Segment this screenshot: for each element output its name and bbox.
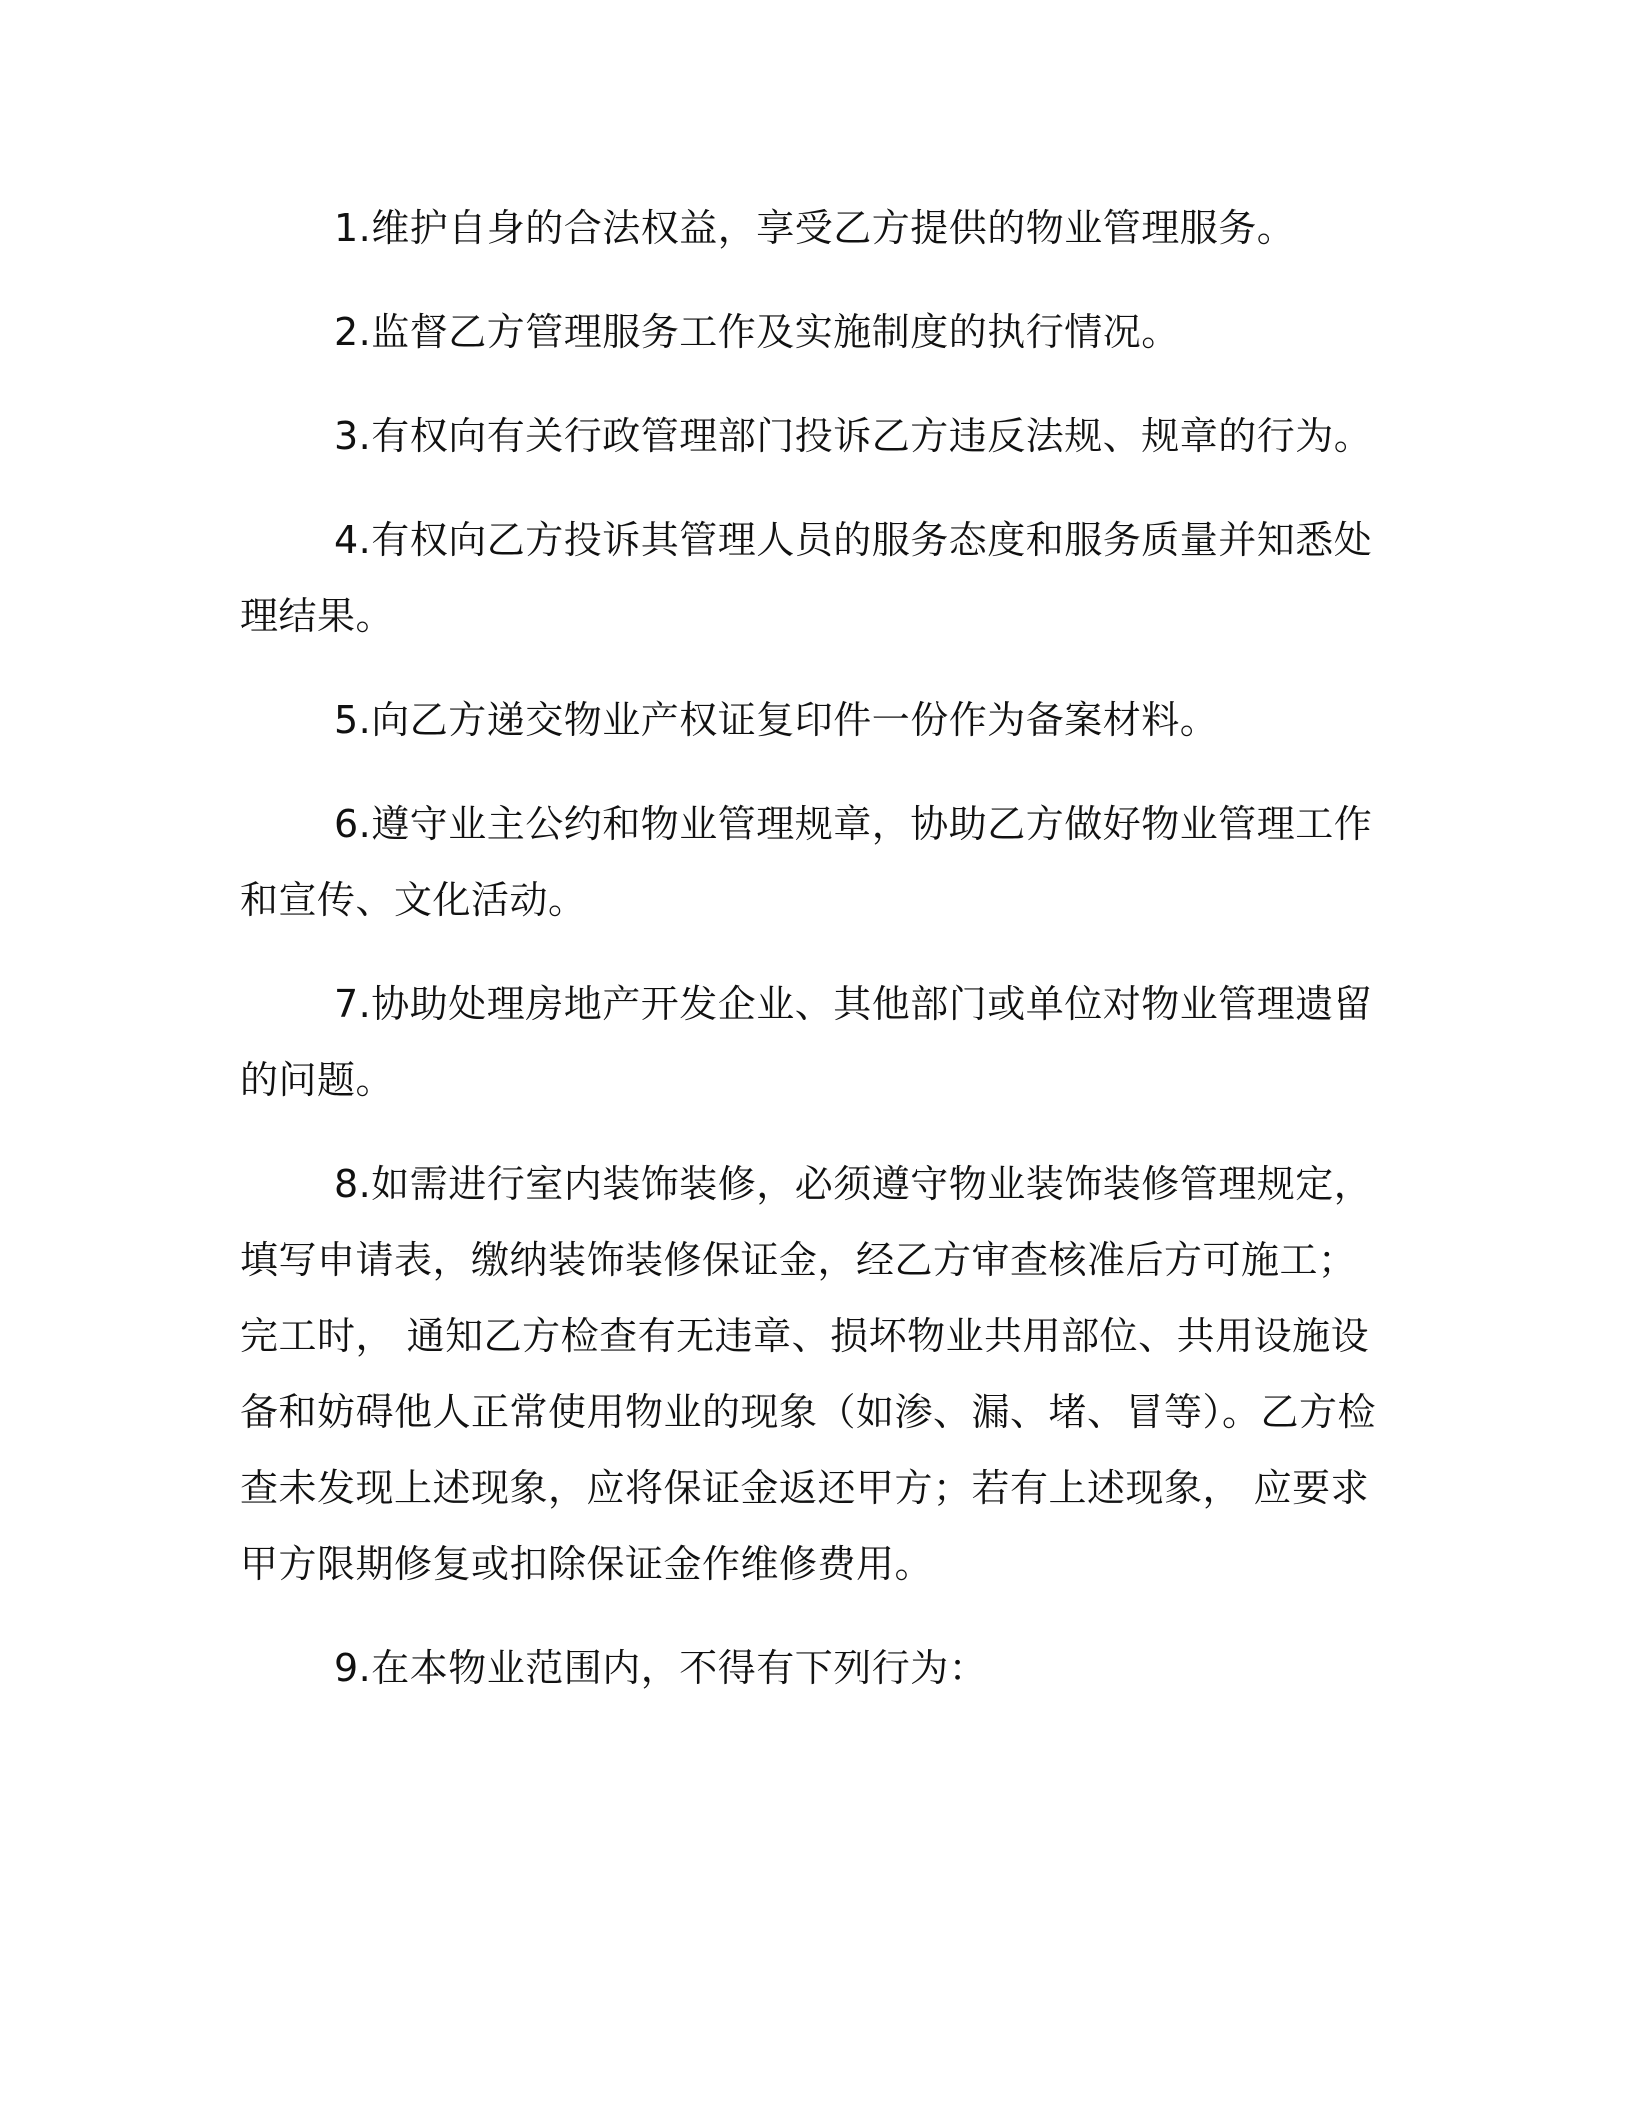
- document-body: [240, 190, 1380, 1734]
- clause-5: 5.向乙方递交物业产权证复印件一份作为备案材料。: [334, 698, 1219, 742]
- clause-8: 8.如需进行室内装饰装修，必须遵守物业装饰装修管理规定，填写申请表，缴纳装饰装修保证金，经乙方审查核准后方可施工；完工时， 通知乙方检查有无违章、损坏物业共用部位、共用设施设备和妨碍他人正常使用物业的现象（如渗、漏、堵、冒等）。乙方检查未发现上述现象，应将保证金返还甲方；若有上述现象， 应要求甲方限期修复或扣除保证金作维修费用。: [240, 1162, 1377, 1586]
- clause-4: 4.有权向乙方投诉其管理人员的服务态度和服务质量并知悉处理结果。: [240, 518, 1373, 638]
- clause-2: 2.监督乙方管理服务工作及实施制度的执行情况。: [334, 310, 1180, 354]
- clause-1: 1.维护自身的合法权益，享受乙方提供的物业管理服务。: [334, 206, 1296, 250]
- clause-7: 7.协助处理房地产开发企业、其他部门或单位对物业管理遗留的问题。: [240, 982, 1373, 1102]
- clause-9: 9.在本物业范围内，不得有下列行为：: [334, 1646, 988, 1690]
- clause-6: 6.遵守业主公约和物业管理规章，协助乙方做好物业管理工作和宣传、文化活动。: [240, 802, 1373, 922]
- clause-3: 3.有权向有关行政管理部门投诉乙方违反法规、规章的行为。: [334, 414, 1373, 458]
